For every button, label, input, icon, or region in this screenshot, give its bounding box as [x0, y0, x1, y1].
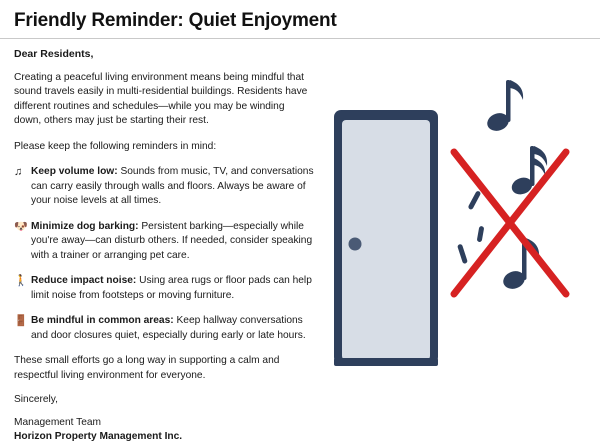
- list-item-text: Sounds from music, TV, and conversations can carry easily through walls and floors. Always be aware of your noise levels at all times.: [31, 166, 314, 207]
- dog-icon: 🐶: [14, 220, 28, 233]
- list-item-text: Persistent barking—especially while you're away—can disturb others. If needed, consider speaking with a trainer or arranging pet care.: [31, 220, 313, 261]
- music-notes-graphic: [457, 80, 547, 292]
- lead-in-paragraph: Please keep the following reminders in mind:: [14, 140, 217, 152]
- list-item: [14, 165, 314, 208]
- intro-paragraph: Creating a peaceful living environment means being mindful that sound travels easily in multi-residential buildings. Residents have different routines and schedules—while you may be winding down, others may just be starting their rest.: [14, 72, 308, 127]
- list-item: [14, 274, 314, 303]
- signoff: Sincerely,: [14, 394, 58, 406]
- list-item-label: Keep volume low:: [31, 166, 118, 178]
- list-item: [14, 314, 314, 343]
- quiet-illustration: [320, 48, 588, 426]
- title-divider: [0, 38, 600, 39]
- signature-organization: Horizon Property Management Inc.: [14, 431, 183, 442]
- list-item: [14, 220, 314, 263]
- signature-name: Management Team: [14, 417, 102, 429]
- letter-body: [14, 48, 314, 444]
- list-item-text: Using area rugs or floor pads can help limit noise from footsteps or moving furniture.: [31, 275, 312, 301]
- music-note-icon: ♫: [14, 166, 23, 179]
- footsteps-icon: 🚶: [14, 275, 28, 288]
- list-item-text: Keep hallway conversations and door closures quiet, especially during early or late hours.: [31, 315, 306, 341]
- door-graphic: [334, 110, 438, 366]
- list-item-label: Be mindful in common areas:: [31, 315, 174, 327]
- door-icon: 🚪: [14, 315, 28, 328]
- list-item-label: Reduce impact noise:: [31, 275, 137, 287]
- closing-paragraph: These small efforts go a long way in supporting a calm and respectful living environment for everyone.: [14, 355, 280, 381]
- reminder-list: [14, 165, 314, 343]
- salutation: Dear Residents,: [14, 48, 94, 60]
- list-item-label: Minimize dog barking:: [31, 220, 139, 232]
- page-title: Friendly Reminder: Quiet Enjoyment: [14, 10, 337, 31]
